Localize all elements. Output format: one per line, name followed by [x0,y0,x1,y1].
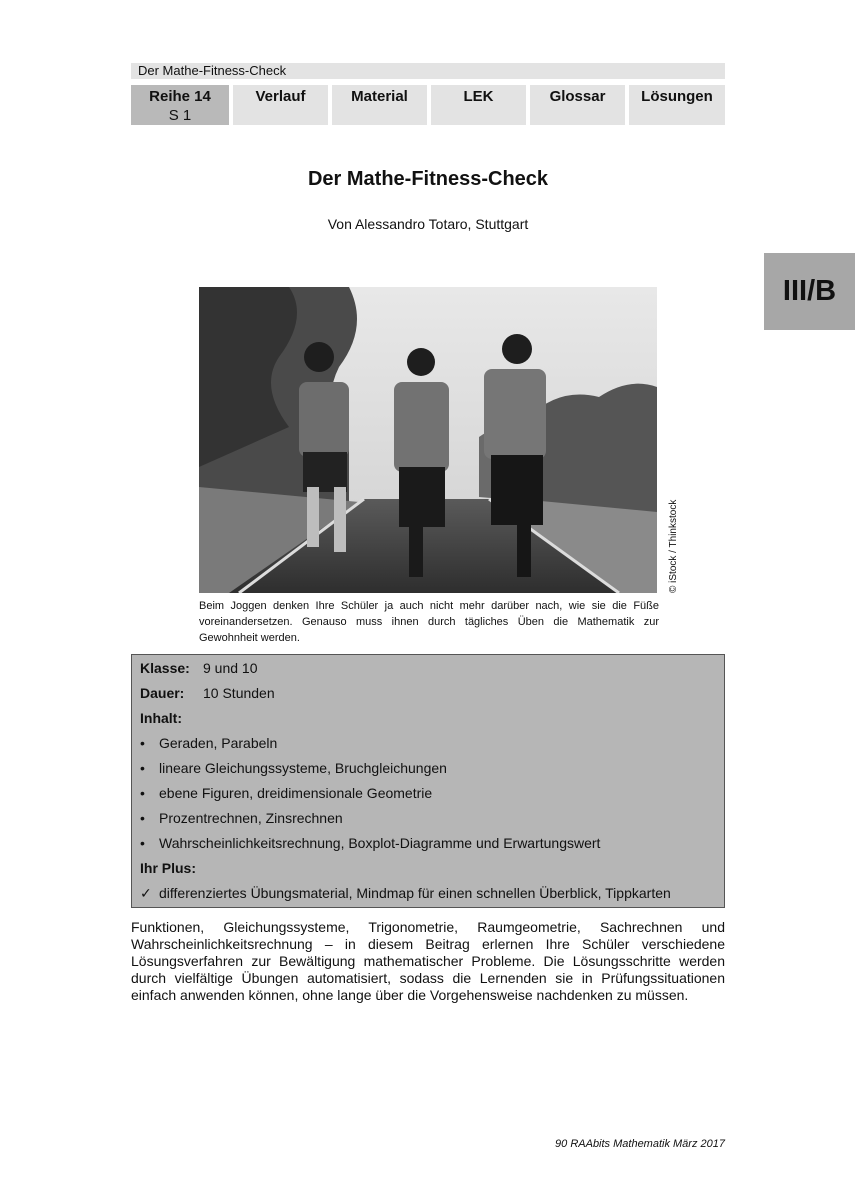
inhalt-item: Geraden, Parabeln [159,735,278,751]
tab-loesungen[interactable] [629,85,725,125]
klasse-row [140,658,258,678]
info-box [131,654,725,908]
header-strip-title: Der Mathe-Fitness-Check [131,63,725,79]
plus-item: differenziertes Übungsmaterial, Mindmap für einen schnellen Überblick, Tippkarten [159,885,671,901]
inhalt-item: Prozentrechnen, Zinsrechnen [159,810,343,826]
list-item [140,808,343,828]
nav-tabs [131,85,725,125]
tab-verlauf[interactable] [233,85,328,125]
klasse-label: Klasse: [140,660,190,676]
list-item [140,833,600,853]
tab-loesungen-label: Lösungen [641,88,713,105]
inhalt-item: lineare Gleichungssysteme, Bruchgleichungen [159,760,447,776]
dauer-value: 10 Stunden [203,685,275,701]
plus-label-row [140,858,203,878]
inhalt-label-row [140,708,203,728]
photo-credit: © iStock / Thinkstock [668,499,679,593]
list-item [140,733,277,753]
klasse-value: 9 und 10 [203,660,258,676]
tab-lek[interactable] [431,85,526,125]
tab-reihe-label: Reihe 14 [149,88,211,105]
bullet-icon: • [140,810,145,826]
tab-verlauf-label: Verlauf [255,88,306,105]
author-line: Von Alessandro Totaro, Stuttgart [327,216,529,232]
tab-glossar[interactable] [530,85,625,125]
tab-reihe-sub: S 1 [168,107,192,124]
inhalt-item: ebene Figuren, dreidimensionale Geometrie [159,785,433,801]
inhalt-item: Wahrscheinlichkeitsrechnung, Boxplot-Diagramme und Erwartungswert [159,835,601,851]
page-title: Der Mathe-Fitness-Check [307,168,549,190]
intro-paragraph: Funktionen, Gleichungssysteme, Trigonometrie, Raumgeometrie, Sachrechnen und Wahrscheinlichkeitsrechnung – in diesem Beitrag erlernen Ihre Schüler verschiedene Lösungsverfahren zur Bewältigung mathematischer Probleme. Die Lösungsschritte werden durch vielfältige Übungen automatisiert, sodass die Lernenden sie in Prüfungssituationen einfach anwenden können, ohne lange über die Vorgehensweise nachdenken zu müssen. [131,919,725,1003]
checkmark-icon: ✓ [140,885,152,901]
bullet-icon: • [140,760,145,776]
section-tab: III/B [764,253,855,330]
dauer-row [140,683,275,703]
tab-material-label: Material [351,88,408,105]
dauer-label: Dauer: [140,685,185,701]
joggers-photo [199,287,657,593]
bullet-icon: • [140,835,145,851]
joggers-photo-illustration [199,287,657,593]
tab-reihe[interactable] [131,85,229,125]
tab-lek-label: LEK [463,88,494,105]
plus-item-row [140,883,671,903]
list-item [140,783,432,803]
tab-glossar-label: Glossar [549,88,606,105]
bullet-icon: • [140,735,145,751]
bullet-icon: • [140,785,145,801]
list-item [140,758,447,778]
tab-material[interactable] [332,85,427,125]
inhalt-label: Inhalt: [140,710,182,726]
page-footer: 90 RAAbits Mathematik März 2017 [555,1138,725,1150]
photo-caption: Beim Joggen denken Ihre Schüler ja auch nicht mehr darüber nach, wie sie die Füße voreinandersetzen. Genauso muss ihnen durch tägliches Üben die Mathematik zur Gewohnheit werden. [199,600,659,644]
plus-label: Ihr Plus: [140,860,197,876]
